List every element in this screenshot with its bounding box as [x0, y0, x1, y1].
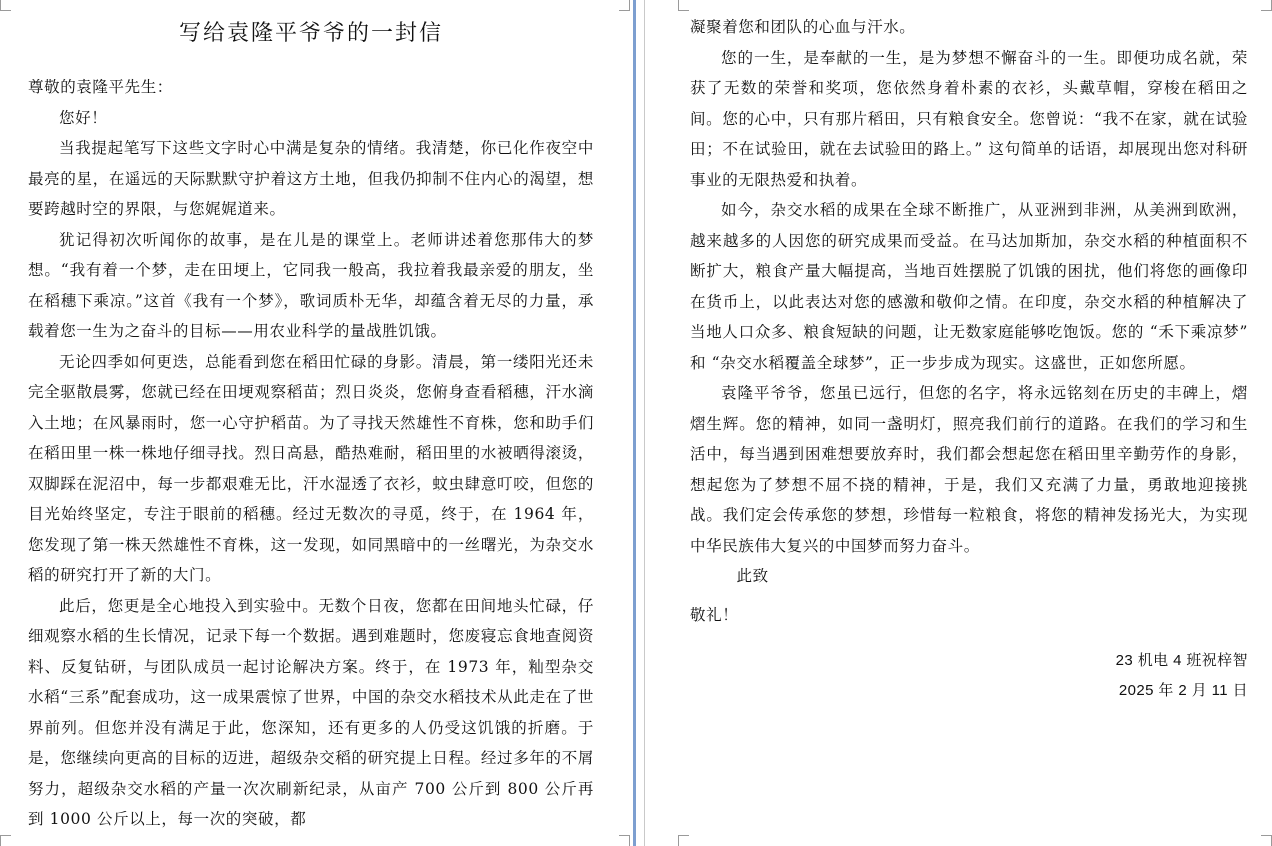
page-corner-mark: [619, 0, 630, 11]
letter-date: 2025 年 2 月 11 日: [1118, 682, 1248, 699]
letter-closing: 此致: [736, 567, 769, 585]
letter-paragraph: 犹记得初次听闻你的故事，是在儿是的课堂上。老师讲述着您那伟大的梦想。“我有着一个梦，走在田埂上，它同我一般高，我拉着我最亲爱的朋友，坐在稻穗下乘凉。”这首《我有一个梦》，歌词质朴无华，却蕴含着无尽的力量，承载着您一生为之奋斗的目标——用农业科学的量战胜饥饿。: [28, 230, 594, 340]
page-corner-mark: [0, 835, 11, 846]
page-corner-mark: [0, 0, 11, 11]
letter-signature: 23 机电 4 班祝梓智: [1115, 652, 1248, 669]
letter-paragraph: 您的一生，是奉献的一生，是为梦想不懈奋斗的一生。即便功成名就，荣获了无数的荣誉和奖项，您依然身着朴素的衣衫，头戴草帽，穿梭在稻田之间。您的心中，只有那片稻田，只有粮食安全。您曾说：“我不在家，就在试验田；不在试验田，就在去试验田的路上。” 这句简单的话语，却展现出您对科研事业的无限热爱和执着。: [690, 48, 1248, 189]
letter-paragraph: 无论四季如何更迭，总能看到您在稻田忙碌的身影。清晨，第一缕阳光还未完全驱散晨雾，您就已经在田埂观察稻苗；烈日炎炎，您俯身查看稻穗，汗水滴入土地；在风暴雨时，您一心守护稻苗。为了寻找天然雄性不育株，您和助手们在稻田里一株一株地仔细寻找。烈日高悬，酷热难耐，稻田里的水被晒得滚烫，双脚踩在泥沼中，每一步都艰难无比，汗水湿透了衣衫，蚊虫肆意叮咬，但您的目光始终坚定，专注于眼前的稻穗。经过无数次的寻觅，终于，在 1964 年，您发现了第一株天然雄性不育株，这一发现，如同黑暗中的一丝曙光，为杂交水稻的研究打开了新的大门。: [28, 352, 594, 584]
letter-paragraph: 袁隆平爷爷，您虽已远行，但您的名字，将永远铭刻在历史的丰碑上，熠熠生辉。您的精神，如同一盏明灯，照亮我们前行的道路。在我们的学习和生活中，每当遇到困难想要放弃时，我们都会想起您在稻田里辛勤劳作的身影，想起您为了梦想不屈不挠的精神，于是，我们又充满了力量，勇敢地迎接挑战。我们定会传承您的梦想，珍惜每一粒粮食，将您的精神发扬光大，为实现中华民族伟大复兴的中国梦而努力奋斗。: [690, 384, 1248, 555]
letter-paragraph: 此后，您更是全心地投入到实验中。无数个日夜，您都在田间地头忙碌，仔细观察水稻的生长情况，记录下每一个数据。遇到难题时，您废寝忘食地查阅资料、反复钻研，与团队成员一起讨论解决方案。终于，在 1973 年，籼型杂交水稻“三系”配套成功，这一成果震惊了世界，中国的杂交水稻技术从此走在了世界前列。但您并没有满足于此，您深知，还有更多的人仍受这饥饿的折磨。于是，您继续向更高的目标的迈进，超级杂交稻的研究提上日程。经过多年的不屑努力，超级杂交水稻的产量一次次刷新纪录，从亩产 700 公斤到 800 公斤再到 1000 公斤以上，每一次的突破，都: [28, 596, 594, 828]
letter-paragraph: 如今，杂交水稻的成果在全球不断推广，从亚洲到非洲，从美洲到欧洲，越来越多的人因您的研究成果而受益。在马达加斯加，杂交水稻的种植面积不断扩大，粮食产量大幅提高，当地百姓摆脱了饥饿的困扰，他们将您的画像印在货币上，以此表达对您的感激和敬仰之情。在印度，杂交水稻的种植解决了当地人口众多、粮食短缺的问题，让无数家庭能够吃饱饭。您的 “禾下乘凉梦” 和 “杂交水稻覆盖全球梦”，正一步步成为现实。这盛世，正如您所愿。: [690, 201, 1248, 372]
document-page-left[interactable]: [0, 0, 630, 846]
letter-respect: 敬礼！: [690, 605, 739, 624]
page-edge-shadow: [644, 0, 645, 846]
signature-block: [690, 646, 1248, 706]
page-corner-mark: [678, 835, 689, 846]
page-corner-mark: [1261, 835, 1272, 846]
letter-title: 写给袁隆平爷爷的一封信: [178, 21, 443, 46]
page-corner-mark: [678, 0, 689, 11]
page-corner-mark: [1261, 0, 1272, 11]
letter-greeting: 您好！: [59, 108, 108, 127]
page-divider: [633, 0, 636, 846]
letter-paragraph: 当我提起笔写下这些文字时心中满是复杂的情绪。我清楚，你已化作夜空中最亮的星，在遥远的天际默默守护着这方土地，但我仍抑制不住内心的渴望，想要跨越时空的界限，与您娓娓道来。: [28, 139, 594, 218]
page-corner-mark: [619, 835, 630, 846]
letter-salutation: 尊敬的袁隆平先生：: [28, 78, 173, 96]
document-page-right[interactable]: [646, 0, 1272, 846]
letter-paragraph-continuation: 凝聚着您和团队的心血与汗水。: [690, 18, 916, 36]
